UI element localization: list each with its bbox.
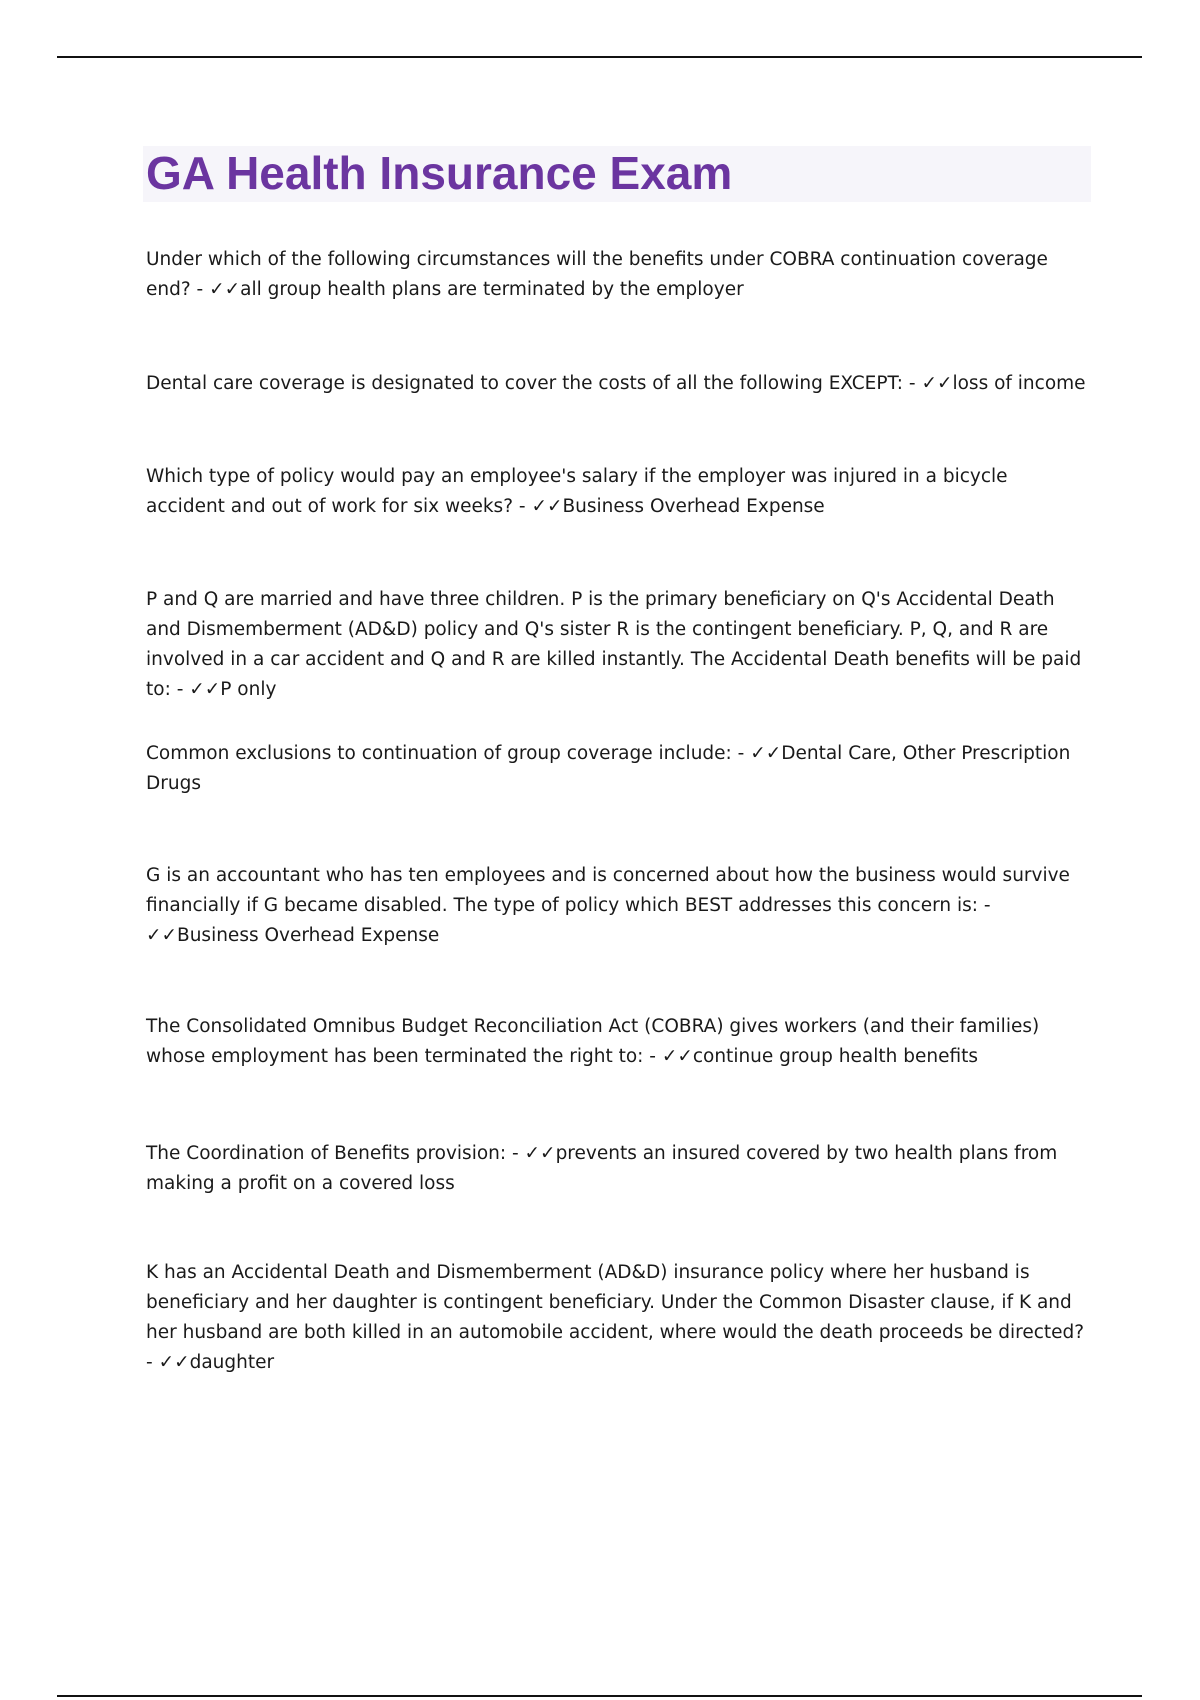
answer: prevents an insured covered by two health plans from making a profit on a covered loss (146, 1143, 1058, 1194)
question: Which type of policy would pay an employee's salary if the employer was injured in a bicycle accident and out of work for six weeks? (146, 466, 1008, 517)
check-icon: ✓✓ (750, 743, 782, 764)
separator: - (506, 1143, 525, 1164)
question: The Coordination of Benefits provision: (146, 1143, 507, 1164)
question: G is an accountant who has ten employees and is concerned about how the business would survive financially if G became disabled. The type of policy which BEST addresses this concern is: (146, 865, 1070, 916)
qa-item-3 (146, 462, 1091, 522)
question: P and Q are married and have three children. P is the primary beneficiary on Q's Accidental Death and Dismemberment (AD&D) policy and Q's sister R is the contingent beneficiary. P, Q, and R are involved in a car accident and Q and R are killed instantly. The Accidental Death benefits will be paid to: (146, 589, 1082, 700)
separator: - (978, 895, 991, 916)
qa-item-2 (146, 369, 1091, 399)
answer: loss of income (952, 373, 1086, 394)
separator: - (170, 679, 190, 700)
separator: - (146, 1352, 159, 1373)
check-icon: ✓✓ (158, 1352, 190, 1373)
question: Dental care coverage is designated to cover the costs of all the following EXCEPT: (146, 373, 904, 394)
question: Common exclusions to continuation of group coverage include: (146, 743, 732, 764)
separator: - (513, 496, 532, 517)
check-icon: ✓✓ (209, 279, 241, 300)
separator: - (903, 373, 922, 394)
qa-item-1 (146, 245, 1091, 305)
check-icon: ✓✓ (661, 1046, 693, 1067)
check-icon: ✓✓ (921, 373, 953, 394)
question: The Consolidated Omnibus Budget Reconciliation Act (COBRA) gives workers (and their families) whose employment has been terminated the right to: (146, 1016, 1040, 1067)
answer: Business Overhead Expense (562, 496, 825, 517)
qa-item-7 (146, 1012, 1091, 1072)
question: K has an Accidental Death and Dismemberment (AD&D) insurance policy where her husband is beneficiary and her daughter is contingent beneficiary. Under the Common Disaster clause, if K and her husband are both killed in an automobile accident, where would the death proceeds be directed? (146, 1262, 1085, 1343)
qa-item-5 (146, 739, 1091, 799)
qa-item-6 (146, 861, 1091, 951)
answer: continue group health benefits (692, 1046, 978, 1067)
answer: Business Overhead Expense (177, 925, 440, 946)
answer: P only (220, 679, 277, 700)
qa-item-4 (146, 585, 1091, 705)
qa-item-8 (146, 1139, 1091, 1199)
bottom-rule (57, 1695, 1142, 1697)
separator: - (643, 1046, 662, 1067)
check-icon: ✓✓ (524, 1143, 556, 1164)
qa-item-9 (146, 1258, 1091, 1378)
answer: all group health plans are terminated by the employer (240, 279, 744, 300)
question: Under which of the following circumstances will the benefits under COBRA continuation coverage end? (146, 249, 1048, 300)
check-icon: ✓✓ (189, 679, 221, 700)
check-icon: ✓✓ (146, 925, 178, 946)
document-title: GA Health Insurance Exam (146, 147, 733, 199)
top-rule (57, 56, 1142, 58)
answer: Dental Care, Other Prescription Drugs (146, 743, 1071, 794)
separator: - (190, 279, 210, 300)
answer: daughter (189, 1352, 275, 1373)
check-icon: ✓✓ (531, 496, 563, 517)
separator: - (731, 743, 751, 764)
